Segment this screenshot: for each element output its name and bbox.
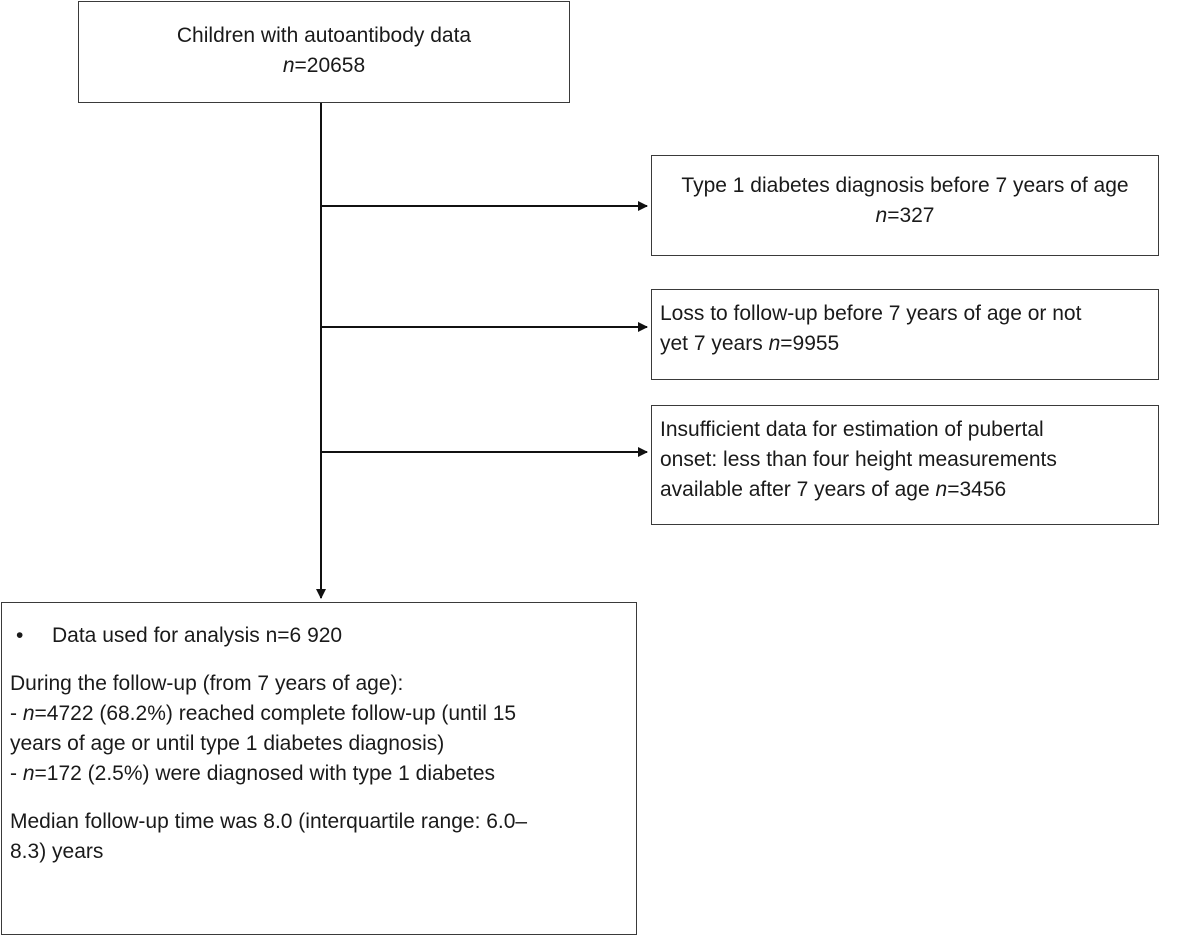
- exclusion-text-line: onset: less than four height measurements: [660, 448, 1057, 471]
- followup-item-complete: [10, 699, 622, 729]
- exclusion-text-line: [660, 329, 1146, 359]
- exclusion-text-prefix: yet 7 years: [660, 332, 769, 355]
- dash: -: [10, 762, 23, 785]
- n-label: n: [282, 54, 295, 77]
- followup-item-text: =4722 (68.2%) reached complete follow-up (until 15: [34, 702, 517, 725]
- spacer: [10, 651, 622, 669]
- n-value: =3456: [947, 478, 1007, 501]
- n-label: n: [875, 204, 888, 227]
- exclusion-count: [652, 201, 1158, 231]
- exclusion-text: Type 1 diabetes diagnosis before 7 years of age: [681, 174, 1129, 197]
- box-children-with-autoantibody-data: [78, 1, 570, 103]
- n-value: =9955: [780, 332, 840, 355]
- box-exclusion-insufficient-data: [651, 405, 1159, 525]
- analysis-count-text: Data used for analysis n=6 920: [52, 624, 343, 647]
- followup-item-text: =172 (2.5%) were diagnosed with type 1 diabetes: [34, 762, 496, 785]
- top-box-count: [79, 51, 569, 81]
- n-label: n: [22, 762, 35, 785]
- dash: -: [10, 702, 23, 725]
- box-exclusion-loss-to-follow-up: [651, 289, 1159, 380]
- analysis-bullet-line: [10, 621, 622, 651]
- spacer: [10, 789, 622, 807]
- box-exclusion-type1-diabetes: [651, 155, 1159, 256]
- followup-item-complete-continued: years of age or until type 1 diabetes diagnosis): [10, 732, 445, 755]
- box-data-used-for-analysis: [1, 602, 637, 935]
- median-followup-line-continued: 8.3) years: [10, 840, 104, 863]
- top-box-title: Children with autoantibody data: [176, 24, 472, 47]
- median-followup-line: Median follow-up time was 8.0 (interquartile range: 6.0–: [10, 810, 528, 833]
- bullet-glyph: •: [16, 624, 24, 647]
- exclusion-text-line: Insufficient data for estimation of pubertal: [660, 418, 1044, 441]
- followup-item-diagnosed: [10, 759, 622, 789]
- followup-heading: During the follow-up (from 7 years of age):: [10, 672, 404, 695]
- n-label: n: [935, 478, 948, 501]
- n-value: =20658: [294, 54, 366, 77]
- n-value: =327: [887, 204, 935, 227]
- exclusion-text-line: [660, 475, 1146, 505]
- n-label: n: [768, 332, 781, 355]
- exclusion-text-prefix: available after 7 years of age: [660, 478, 936, 501]
- exclusion-text-line: Loss to follow-up before 7 years of age or not: [660, 302, 1082, 325]
- n-label: n: [22, 702, 35, 725]
